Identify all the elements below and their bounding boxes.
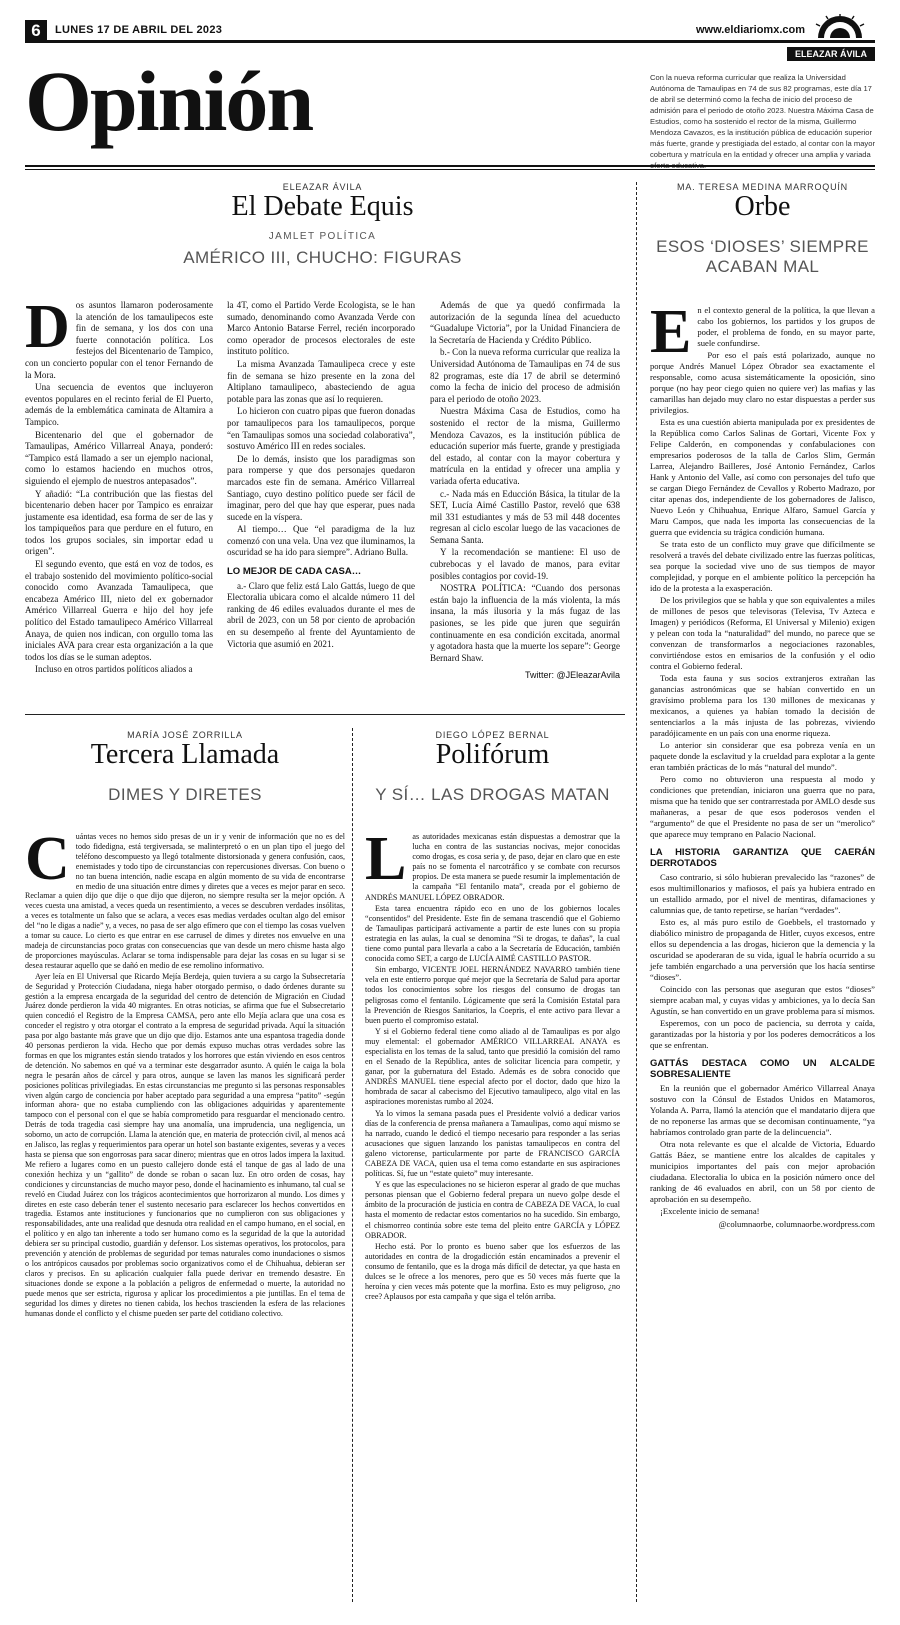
column-title: Orbe xyxy=(734,191,791,222)
header-summary: Con la nueva reforma curricular que realiza la Universidad Autónoma de Tamaulipas en 74 de sus 82 programas, este día 17 de abril se determinó como la fecha de inicio del proceso de admisión para el periodo de otoño 2023. Nuestra Máxima Casa de Estudios, como ha sostenido el rector de la misma, Guillermo Mendoza Cavazos, es la institución pública de educación superior más fuerte, grande y prestigiada del estado, al contar con la mayor cobertura y matrícula en la entidad y ofrecer una amplia y variada xyxy=(650,73,875,159)
paragraph: ¡Excelente inicio de semana! xyxy=(660,1206,760,1216)
drop-cap: E xyxy=(650,298,692,366)
paragraph: Y es que las especulaciones no se hicieron esperar al grado de que muchas personas piensan que el Gobierno federal prepara un nuevo golpe desde el ámbito de la procuración de justicia en contra de CABEZA DE VACA, lo cual hasta el momento de redactar estos comentarios no ha sucedido. Sin embargo, el chismorreo continúa sobre este tema del pleito entre GARCÍA y LÓPEZ OBRADOR. xyxy=(365,1180,620,1240)
paragraph: os asuntos llamaron poderosamente la atención de los tamaulipecos este fin de semana, y los dos con una fuerte connotación política. Los festejos del Bicentenario de Tampico, con un concierto popular con el tenor Fernando de la Mora. xyxy=(25,300,213,380)
issue-date: LUNES 17 DE ABRIL DEL 2023 xyxy=(55,24,223,36)
paragraph: Esto es, al más puro estilo de Goebbels, el trastornado y diabólico ministro de propaganda de Hitler, cuyos excesos, entre ellos su dependencia a las drogas, hicieron que la demencia y la oscuridad se apoderaran de su vida, igual le habría ocurrido a su jefe también engarchado a una perversión que los hacía sentirse “dioses”. xyxy=(650,917,875,982)
drop-cap: D xyxy=(25,293,70,361)
paragraph: Pero como no obtuvieron una respuesta al modo y condiciones que pretendían, iniciaron una guerra que no para, misma que ha tenido que ser contrarrestada por AMLO desde sus mañaneras, a pesar de que esos poderosos venden el “argumento” de que el Presidente no pasa de ser un “merolico” que aparece muy temprano en Palacio Nacional. xyxy=(650,774,875,839)
paragraph: Nuestra Máxima Casa de Estudios, como ha sostenido el rector de la misma, Guillermo Mendoza Cavazos, es la institución pública de educación superior más fuerte, grande y prestigiada del estado, al contar con la mayor cobertura y matrícula en la entidad y ofrecer una amplia y variada oferta educativa. xyxy=(430,406,620,486)
column-body-orbe xyxy=(650,298,875,1230)
drop-cap: C xyxy=(25,825,70,893)
paragraph: la 4T, como el Partido Verde Ecologista, se le han sumado, denominando como Avanzada Verde con Marco Antonio Batarse Ferrel, recién incorporado como operador de procesos electorales de este instituto político. xyxy=(227,300,415,357)
paragraph: De los privilegios que se habla y que son equivalentes a miles de millones de pesos que televisoras (Televisa, Tv Azteca e Imagen) y periódicos (Reforma, El Universal y Milenio) exigen y pelean con toda la “naturalidad” del mundo, no parece que se convenzan de transformarlos a negociaciones razonables, convirtiéndose estos en emisarios de la confusión y el odio contra el Gobierno federal. xyxy=(650,595,875,671)
paragraph: Por eso el país está polarizado, aunque no porque Andrés Manuel López Obrador sea exactamente el responsable, como acusa sistemáticamente la oposición, sino porque (no hay peor ciego quien no quiere ver) las mafias y las camarillas han dejado muy claro no estar dispuestas a perder sus privilegios. xyxy=(650,350,875,415)
column-headline: DIMES Y DIRETES xyxy=(108,784,262,804)
contact-handle[interactable]: @columnaorbe, columnaorbe.wordpress.com xyxy=(718,1219,875,1229)
paragraph: Esperemos, con un poco de paciencia, su derrota y caída, garantizadas por la historia y por los poderes democráticos a los que se enfrentan. xyxy=(650,1018,875,1050)
paragraph: Al tiempo… Que “el paradigma de la luz comenzó con una vela. Una vez que iluminamos, la oscuridad se ha ido para siempre”. Adriano Bulla. xyxy=(227,524,415,558)
drop-cap: L xyxy=(365,825,407,893)
paragraph: n el contexto general de la política, la que llevan a cabo los gobiernos, los partidos y los grupos de poder, el problema de fondo, en su mayor parte, suele confundirse. xyxy=(697,305,875,348)
paragraph: Una secuencia de eventos que incluyeron eventos populares en el recinto ferial de El Puerto, además de la emblemática caminata de Altamira a Tampico. xyxy=(25,382,213,427)
paragraph: Caso contrario, si sólo hubieran prevalecido las “razones” de esos multimillonarios y mafiosos, el país ya hubiera entrado en un estallido armado, por el nivel de mentiras, difamaciones y calumnias que, de tanto repetirse, se harían “verdades”. xyxy=(650,872,875,915)
paragraph: Y si el Gobierno federal tiene como aliado al de Tamaulipas es por algo muy elemental: el gobernador AMÉRICO VILLARREAL ANAYA es especialista en los temas de la salud, tanto que presidió la comisión del ramo en el Senado de la República, antes de solicitar licencia para competir, y ganar, por la gubernatura del Estado. Además es de sobra conocido que ANDRÉS MANUEL tiene especial afecto por el doctor, dado que hizo la hombrada de sacar al cabecismo del Ejecutivo tamaulipeco, algo vital en las aspiraciones morenistas rumbo al 2024. xyxy=(365,1026,620,1107)
paragraph: Bicentenario del que el gobernador de Tamaulipas, Américo Villarreal Anaya, ponderó: “Tampico está llamado a ser un ejemplo nacional, como lo estamos haciendo en muchos otros, siguiendo el ejemplo de nuestros antepasados”. xyxy=(25,429,213,486)
column-subheading: LO MEJOR DE CADA CASA… xyxy=(227,566,362,578)
sun-rays-icon xyxy=(810,14,870,40)
paragraph: Ayer leía en El Universal que Ricardo Mejía Berdeja, quien tuviera a su cargo la Subsecretaría de Seguridad y Protección Ciudadana, niega haber otorgado permiso, o dado órdenes durante su gestión a la empresa encargada de la seguridad del centro de detención de Migración en Ciudad Juárez donde perdieron la vida 40 migrantes. En otras noticias, se afirma que fue el Subsecretario quien concedió el Registro de la Empresa CAMSA, pero ante ello Mejía aclara que una cosa es conceder el registro y otra otorgar el contrato a la empresa de seguridad privada. Aquí la situación pasa por algo bastante más grave que un dijo que dijo. Estamos ante una espantosa tragedia donde 40 personas perdieron la vida. Hecho que por demás expuso muchas otras verdades sobre las formas en que los migrantes están siendo tratados y los horrores que están viviendo en esos centros de detención. No sabemos en qué va a terminar este desgarrador asunto. A quién le caiga la bola negra le pesarán años de cárcel y para otros, aunque se laven las manos les significará perder posiciones políticas privilegiadas. En estas circunstancias me pregunto si las personas responsables viven algún cargo de conciencia por haber aceptado para seguridad a una empresa “patito” -según informan ahora- que no estaba cumpliendo con las obligaciones adquiridas y aparentemente tampoco con el personal con el que se había comprometido para resguardar el mencionado centro. Detrás de toda tragedia casi siempre hay una anomalía, una imprudencia, una negligencia, un soborno, un acto de corrupción. Llama la atención que, en materia de protección civil, al menos acá en Jalisco, las reglas y requerimientos para operar un hotel son bastante exigentes, severas y a veces hasta se piensa que son engorrosas para sacar dinero; mientras que en otros lados impera la laxitud. Me refiero a lugares como en un puesto callejero donde está el tanque de gas al lado de una conexión hechiza y un “gallito” de donde se roban o sacan luz. En otro orden de cosas, hay condiciones y circunstancias de mucho mayor peso, donde el hacinamiento es inhumano, tal cual se reveló en Ciudad Juárez con los trágicos acontecimientos que horrorizaron al mundo. Los dimes y diretes en este caso deberán tener el sustento necesario para esclarecer los hechos convertidos en tragedia. Estamos ante instituciones y funcionarios que no cumplieron con sus obligaciones y responsabilidades, ante una realidad que desnuda otra realidad en el campo humano, en el social, en el político y en algo tan inherente a todo ser humano como es la seguridad de la que la autoridad debiera ser su principal custodio, guardián y defensor. Los sistemas operativos, los protocolos, para prevención y atención de problemas de seguridad por temas naturales como inundaciones o sismos o los antrópicos causados por problemas socio organizativos como el de Chihuahua, debieran ser claros y precisos. En su aplicación cualquier falla puede derivar en tremendo desastre. En situaciones donde se expone a la población a peligros de enfermedad o muerte, la autoridad no puede menos que ser estricta, rigurosa y aplicar los procedimientos a pie juntillas. En el tema de seguridad los dimes y diretes no tienen cabida, los hechos trascienden la esfera de las relaciones humanas donde el conflicto y el chisme pueden ser parte del cotidiano colectivo. xyxy=(25,971,345,1318)
author-tag: ELEAZAR ÁVILA xyxy=(787,47,875,61)
paragraph: La misma Avanzada Tamaulipeca crece y este fin de semana se hizo presente en la zona del Altiplano tamaulipeco, abasteciendo de agua potable para las zonas que así lo requieren. xyxy=(227,358,415,404)
paragraph: Sin embargo, VICENTE JOEL HERNÁNDEZ NAVARRO también tiene vela en este entierro porque qué mejor que la Secretaría de Salud para aportar todos los conocimientos sobre los riesgos del consumo de drogas tan peligrosas como el fentanilo. Lógicamente que será la Comisión Estatal para la Prevención de Riesgos Sanitarios, la Coepris, el ente activo para llevar a buen puerto el compromiso estatal. xyxy=(365,965,620,1025)
paragraph: NOSTRA POLÍTICA: “Cuando dos personas están bajo la influencia de la más violenta, la más insana, la más ilusoria y la más fugaz de las pasiones, se les pide que juren que seguirán continuamente en esa condición excitada, anormal y agotadora hasta que la muerte los separe”: George Bernard Shaw. xyxy=(430,583,620,663)
column-subheading: GATTÁS DESTACA COMO UN ALCALDE SOBRESALIENTE xyxy=(650,1058,875,1080)
column-separator xyxy=(636,182,637,1602)
paragraph: De lo demás, insisto que los paradigmas son para romperse y que dos personajes quedaron marcados este fin de semana. Américo Villarreal Santiago, cuyo destino político puede ser fácil de imaginar, pero del que hay que esperar, pues nada sucede en la víspera. xyxy=(227,453,415,522)
section-title: Opinión xyxy=(25,53,313,149)
column-header-debate-equis xyxy=(25,182,620,268)
paragraph: uántas veces no hemos sido presas de un ir y venir de información que no es del todo fidedigna, está tergiversada, se malinterpretó o en un plan tipo el juego del teléfono descompuesto ya llegó totalmente distorsionada y genera confusión, caos, enemistades y todo tipo de circunstancias con repercusiones diversas. Con bueno o no tan buena intención, nadie escapa en algún momento de su vida de encontrarse en medio de una situación entre dimes y diretes que a veces es mejor parar en seco. Reclamar a quien dijo que dije o que dijo que dijeron, no siempre resulta ser la mejor opción. A veces cuesta una amistad, a veces queda un resentimiento, a veces se descubren verdades insólitas, a veces es totalmente un falso que se aclara, a veces esas medias verdades ocultan algo del emisor del “no le digas a nadie” y, a veces, no pasa de ser algo efímero que con el tiempo las cosas vuelven a tomar su cauce. Lo cierto es que entrar en ese carrusel de dimes y diretes nos envuelve en una madeja de circunstancias poco gratas con consecuencias que van desde un mero chisme hasta algo de proporciones mayúsculas. Aclarar se torna indispensable para dejar las cosas en su lugar si se desea restaurar aquello que se dañó en medio de ese remolino informativo. xyxy=(25,832,345,970)
column-title: Polifórum xyxy=(435,739,550,770)
paragraph: Y añadió: “La contribución que las fiestas del bicentenario deben hacer por Tampico es enraizar justamente esa identidad, esa forma de ser de las y los tampiqueños para que perdure en el futuro, en todos los grupos sociales, sin importar edad u origen”. xyxy=(25,488,213,557)
column-title: El Debate Equis xyxy=(231,191,414,222)
column-header-orbe xyxy=(650,182,875,278)
column-headline: ESOS ‘DIOSES’ SIEMPRE ACABAN MAL xyxy=(656,236,869,277)
paragraph: Lo hicieron con cuatro pipas que fueron donadas por tamaulipecos para los tamaulipecos, porque “en Tamaulipas somos una sociedad colaborativa”, sostuvo Américo III en redes sociales. xyxy=(227,406,415,452)
paragraph: Coincido con las personas que aseguran que estos “dioses” siempre acaban mal, y cuyas vidas y ambiciones, ya lo decía San Agustín, se han convertido en un grave problema para sí mismos. xyxy=(650,984,875,1016)
column-body-part-3 xyxy=(430,300,620,682)
column-kicker: JAMLET POLÍTICA xyxy=(268,230,377,242)
column-headline: Y SÍ… LAS DROGAS MATAN xyxy=(375,784,610,804)
column-body-tercera-llamada xyxy=(25,825,345,1319)
paragraph: En la reunión que el gobernador Américo Villarreal Anaya sostuvo con la Cónsul de Estados Unidos en Matamoros, Yolanda A. Parra, llamó la atención que el mandatario dijera que de no reponerse las armas que se decomisan continuamente, “ya habríamos controlado gran parte de la delincuencia”. xyxy=(650,1083,875,1137)
column-body-poliforum xyxy=(365,825,620,1303)
column-header-tercera-llamada xyxy=(25,730,345,805)
twitter-handle[interactable]: Twitter: @JEleazarAvila xyxy=(524,670,620,681)
paragraph: Esta tarea encuentra rápido eco en uno de los gobiernos locales “consentidos” del Presidente. Este fin de semana trascendió que el Gobierno de Tamaulipas participará activamente a partir de este lunes con su propia estrategia en las aulas, la cual se denomina “Si te drogas, te dañas”, la cual tiene como puntal para llevarla a cabo a la Secretaría de Educación, también conocida como SET, a cargo de LUCÍA AIMÉ CASTILLO PASTOR. xyxy=(365,903,620,964)
column-title: Tercera Llamada xyxy=(90,739,280,770)
column-author: MA. TERESA MEDINA MARROQUÍN xyxy=(677,182,848,192)
paragraph: El segundo evento, que está en voz de todos, es el trabajo sostenido del movimiento político-social conocido como Avanzada Tamaulipeca, que encabeza Américo III, nieto del ex gobernador Américo Villarreal Guerra e hijo del hoy jefe político del Estado tamaulipeco Américo Villarreal Anaya, de quien nos indican, con orgullo toma las iniciales AVA para crear esta organización a la que todos los días se le suman adeptos. xyxy=(25,559,213,662)
column-separator xyxy=(352,728,353,1602)
paragraph: Además de que ya quedó confirmada la autorización de la segunda línea del acueducto “Guadalupe Victoria”, por la Unidad Financiera de la Secretaría de Hacienda y Crédito Público. xyxy=(430,300,620,345)
column-author: MARÍA JOSÉ ZORRILLA xyxy=(127,730,243,740)
paragraph: Se trata esto de un conflicto muy grave que difícilmente se resolverá a través del debate civilizado entre las fuerzas políticas, sea porque la sociedad vive uno de sus tiempos de mayor complejidad, y porque en el ambiente político la percepción ha ido de la protesta a la exasperación. xyxy=(650,539,875,593)
paragraph: b.- Con la nueva reforma curricular que realiza la Universidad Autónoma de Tamaulipas en 74 de sus 82 programas, este día 17 de abril se determinó como la fecha de inicio del proceso de admisión para el periodo de otoño 2023. xyxy=(430,347,620,404)
paragraph: c.- Nada más en Educción Básica, la titular de la SET, Lucía Aimé Castillo Pastor, reveló que 638 mil 331 estudiantes y más de 53 mil 448 docentes regresan al ciclo escolar luego de las vacaciones de Semana Santa. xyxy=(430,488,620,545)
paragraph: Otra nota relevante es que el alcalde de Victoria, Eduardo Gattás Báez, se mantiene entre los alcaldes de capitales y municipios importantes del país con mejor aprobación ciudadana. Electoralia lo ubica en la posición número once del ranking de 46 evaluados en abril, con un 58 por ciento de aprobación en su desempeño. xyxy=(650,1139,875,1204)
paragraph: Hecho está. Por lo pronto es bueno saber que los esfuerzos de las autoridades en contra de la drogadicción están encaminados a prevenir el consumo de fentanilo, que es la droga más difícil de detectar, ya que hasta en dulces se le ofrece a los menores, pero que es 50 veces más fuerte que la heroína y cien veces más potente que la morfina. Esto es muy peligroso, ¿no cree? Aplausos por esta campaña y que siga el telón arriba. xyxy=(365,1241,620,1302)
paragraph: Esta es una cuestión abierta manipulada por ex presidentes de la República como Carlos Salinas de Gortari, Vicente Fox y Felipe Calderón, en componendas y confabulaciones con empresarios poderosos de la talla de Carlos Slim, Germán Larrea, Alejandro Bailleres, José Antonio Fernández, Carlos Hank y Antonio del Valle, así como con personajes del tufo que se cargan Diego Fernández de Cevallos y Roberto Madrazo, por citar apenas dos, independiente de los gobernadores de Jalisco, Nuevo León y Chihuahua, Enrique Alfaro, Samuel García y Maru Campos, que nada les importa las consecuencias de la guerra que evidencia su trágica condición humana. xyxy=(650,417,875,537)
header-rule-thin xyxy=(25,169,875,170)
column-body-part-1 xyxy=(25,293,213,677)
row-separator xyxy=(25,714,625,715)
site-url-link[interactable]: www.eldiariomx.com xyxy=(695,24,805,36)
paragraph: as autoridades mexicanas están dispuestas a demostrar que la lucha en contra de las sustancias nocivas, mejor conocidas como drogas, es cosa seria y, de paso, dejar en claro que en este país no se fomenta el narcotráfico y se combate con recursos propios. De esta manera se puede resumir la implementación de la campaña “El fentanilo mata”, creada por el gobierno de ANDRÉS MANUEL LÓPEZ OBRADOR. xyxy=(365,832,620,902)
paragraph: a.- Claro que feliz está Lalo Gattás, luego de que Electoralia ubicara como el alcalde número 11 del ranking de 46 ediles evaluados durante el mes de abril de 2023, con un 58 por ciento de aprobación en su desempeño al frente del Ayuntamiento de Victoria que asumió en 2021. xyxy=(227,580,415,649)
paragraph: Ya lo vimos la semana pasada pues el Presidente volvió a dedicar varios días de la conferencia de prensa mañanera a Tamaulipas, como aquí mismo se ha narrado, cuando le dedicó el tiempo necesario para responder a las serias acusaciones que siguen lanzando los panistas tamaulipecos en contra del galeno victorense, particularmente por parte de FRANCISCO GARCÍA CABEZA DE VACA, quien usa el tema como estandarte en sus aspiraciones políticas. Sí, fue un “estate quieto” muy interesante. xyxy=(365,1108,620,1179)
paragraph: Toda esta fauna y sus socios extranjeros extrañan las ganancias astronómicas que se habían convertido en un gravísimo problema para los 130 millones de mexicanas y mexicanos, a quienes ya habían tomado la decisión de sentenciarlos a la más injusta de las pobrezas, viviendo paradójicamente en un país con una enorme riqueza. xyxy=(650,673,875,738)
header-rule xyxy=(25,165,875,167)
column-header-poliforum xyxy=(365,730,620,805)
column-author: DIEGO LÓPEZ BERNAL xyxy=(435,730,550,740)
paragraph: Y la recomendación se mantiene: El uso de cubrebocas y el lavado de manos, para evitar posibles contagios por covid-19. xyxy=(430,547,620,581)
column-author: ELEAZAR ÁVILA xyxy=(282,182,363,192)
page-number: 6 xyxy=(25,20,47,42)
paragraph: Incluso en otros partidos políticos aliados a xyxy=(35,664,193,675)
column-headline: AMÉRICO III, CHUCHO: FIGURAS xyxy=(183,247,462,267)
column-body-part-2 xyxy=(227,300,415,651)
column-subheading: LA HISTORIA GARANTIZA QUE CAERÁN DERROTADOS xyxy=(650,847,875,869)
paragraph: Lo anterior sin considerar que esa pobreza venía en un paquete donde la esclavitud y la crueldad para explotar a la gente eran también prácticas de lo más “natural del mundo”. xyxy=(650,740,875,772)
top-rule xyxy=(25,40,875,43)
